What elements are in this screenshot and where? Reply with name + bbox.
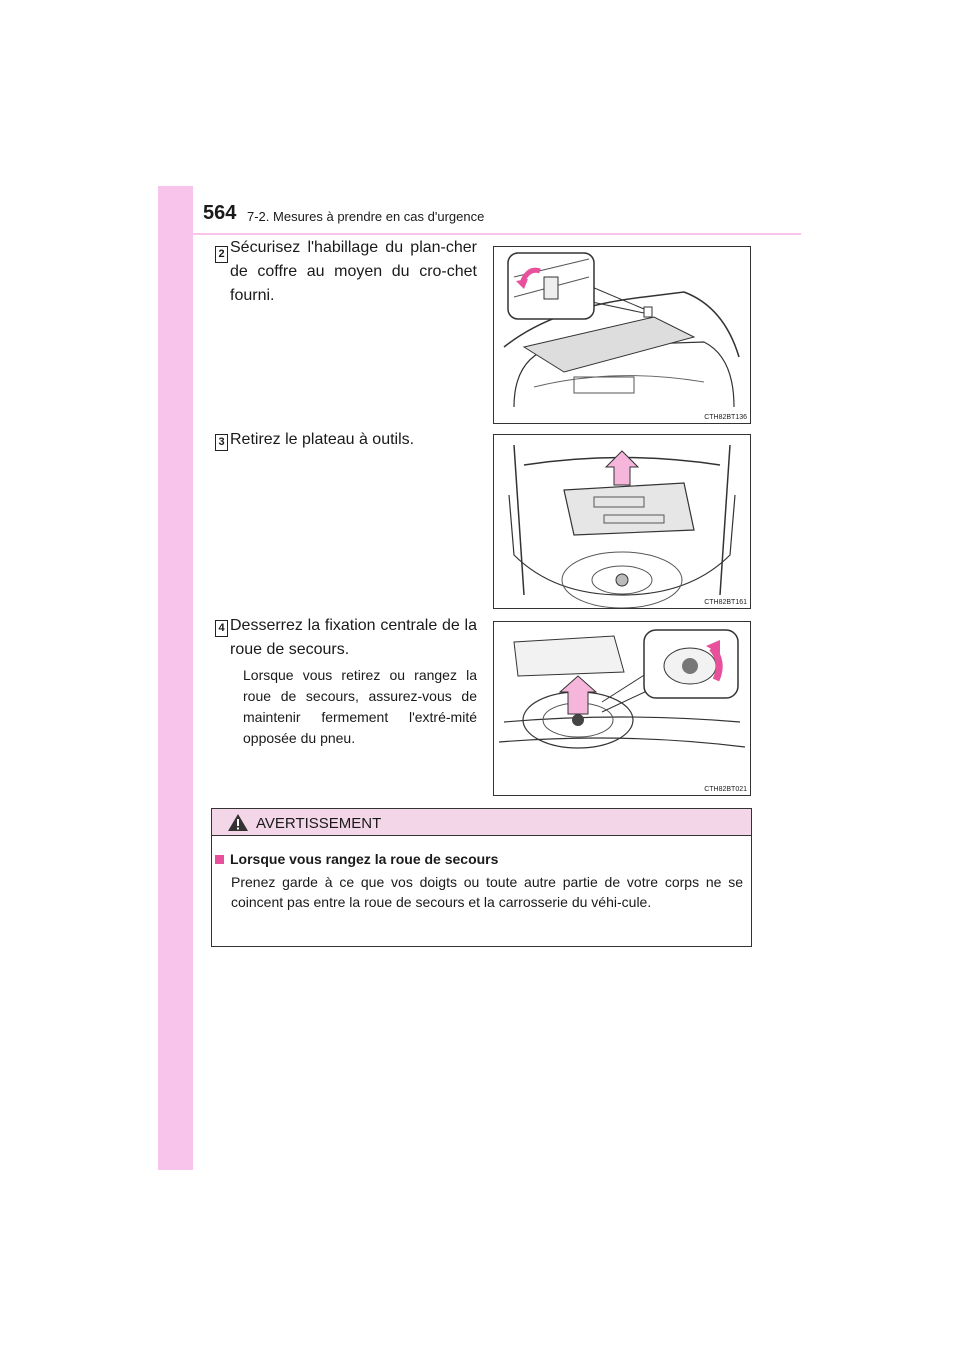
illustration-trunk-floor-hook (493, 246, 751, 424)
step-instruction: Desserrez la fixation centrale de la roue de secours. (230, 617, 477, 658)
warning-triangle-icon (227, 813, 249, 832)
bullet-square-icon (215, 855, 224, 864)
step-number-badge: 4 (215, 620, 228, 637)
warning-box (211, 808, 752, 947)
figure-code: CTH82BT161 (704, 599, 747, 606)
warning-header (212, 809, 751, 836)
illustration-spare-wheel-fastener (493, 621, 751, 796)
warning-heading-text: Lorsque vous rangez la roue de secours (230, 851, 499, 867)
header-rule (193, 233, 801, 235)
warning-body: Prenez garde à ce que vos doigts ou toute autre partie de votre corps ne se coincent pas entre la roue de secours et la carrosserie du véhi-cule. (231, 874, 743, 910)
step-instruction: Retirez le plateau à outils. (230, 431, 415, 448)
step-note: Lorsque vous retirez ou rangez la roue de secours, assurez-vous de maintenir fermement l'extré-mité opposée du pneu. (243, 667, 477, 746)
section-title: 7-2. Mesures à prendre en cas d'urgence (247, 209, 485, 224)
illustration-tool-tray-removal (493, 434, 751, 609)
warning-title: AVERTISSEMENT (256, 815, 382, 832)
page-number: 564 (203, 202, 237, 224)
figure-code: CTH82BT021 (704, 786, 747, 793)
step-instruction: Sécurisez l'habillage du plan-cher de coffre au moyen du cro-chet fourni. (230, 239, 477, 304)
figure-code: CTH82BT136 (704, 414, 747, 421)
side-color-strip (158, 186, 193, 1170)
warning-heading (215, 851, 498, 867)
step-number-badge: 2 (215, 246, 228, 263)
step-number-badge: 3 (215, 434, 228, 451)
